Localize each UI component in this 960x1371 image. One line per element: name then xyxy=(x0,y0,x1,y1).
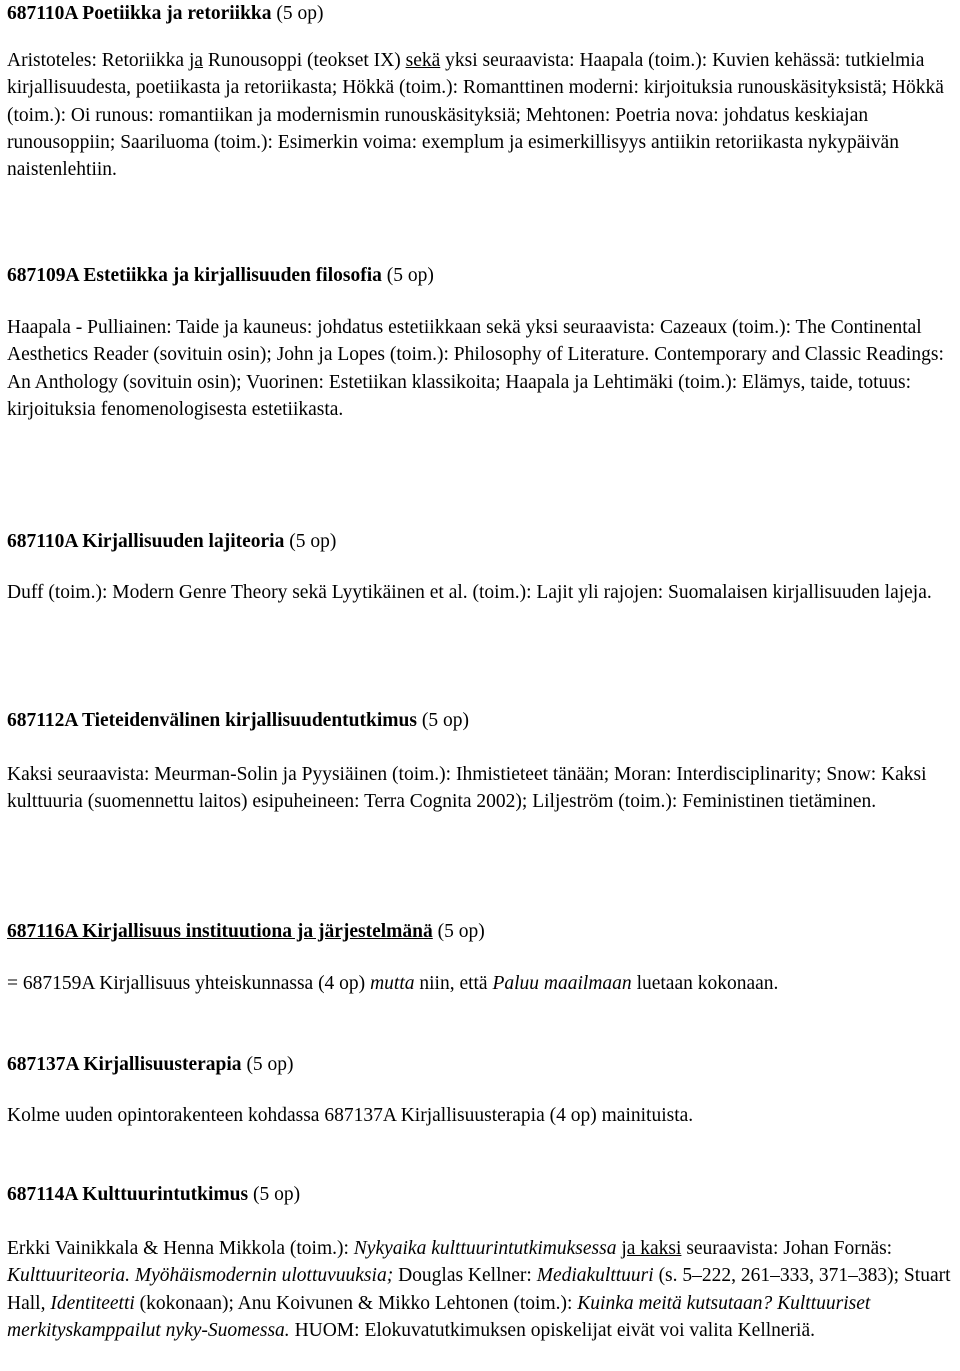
section-tieteidenvalinen xyxy=(7,707,955,734)
course-code-title: 687114A Kulttuurintutkimus xyxy=(7,1184,249,1205)
section-text: Aristoteles: Retoriikka ja Runousoppi (teokset IX) sekä yksi seuraavista: Haapala (toim.): Kuvien kehässä: tutkielmia kirjallisuudesta, poetiikasta ja retoriikasta; Hökkä (toim.): Romanttinen moderni: kirjoituksia runouskäsityksistä; Hökkä (toim.): Oi runous: romantiikan ja modernismin runouskäsityksiä; Mehtonen: Poetria nova: johdatus keskiajan runousoppiin; Saariluoma (toim.): Esimerkin voima: exemplum ja esimerkillisyys antiikin retoriikasta nykypäivän naistenlehtiin. xyxy=(7,50,944,181)
section-kulttuurintutkimus xyxy=(7,1181,955,1208)
section-heading xyxy=(7,1051,955,1078)
credits: (5 op) xyxy=(252,1184,301,1205)
italic-text: Paluu maailmaan xyxy=(492,973,632,994)
section-poetiikka xyxy=(7,0,955,27)
course-code-title: 687110A Poetiikka ja retoriikka xyxy=(7,3,272,24)
section-heading xyxy=(7,0,955,27)
course-code-title: 687112A Tieteidenvälinen kirjallisuudentutkimus xyxy=(7,710,417,731)
underlined-text: ja xyxy=(188,50,204,71)
section-heading xyxy=(7,528,955,555)
credits: (5 op) xyxy=(386,265,434,286)
section-heading xyxy=(7,262,955,289)
italic-text: Nykyaika kulttuurintutkimuksessa xyxy=(353,1238,617,1259)
section-text: Haapala - Pulliainen: Taide ja kauneus: johdatus estetiikkaan sekä yksi seuraavista: Cazeaux (toim.): The Continental Aesthetics Reader (sovituin osin); John ja Lopes (toim.): Philosophy of Literature. Contemporary and Classic Readings: An Anthology (sovituin osin); Vuorinen: Estetiikan klassikoita; Haapala ja Lehtimäki (toim.): Elämys, taide, totuus: kirjoituksia fenomenologisesta estetiikasta. xyxy=(7,317,944,420)
italic-text: mutta xyxy=(370,973,415,994)
section-estetiikka-body xyxy=(7,314,955,423)
section-kirjallisuusterapia-body xyxy=(7,1102,955,1129)
section-instituutio-body xyxy=(7,970,955,997)
section-heading xyxy=(7,707,955,734)
section-text: = 687159A Kirjallisuus yhteiskunnassa (4 op) mutta niin, että Paluu maailmaan luetaan kokonaan. xyxy=(7,973,779,994)
credits: (5 op) xyxy=(276,3,324,24)
section-lajiteoria xyxy=(7,528,955,555)
section-heading xyxy=(7,918,955,945)
course-code-title: 687137A Kirjallisuusterapia xyxy=(7,1054,242,1075)
section-text: Erkki Vainikkala & Henna Mikkola (toim.): Nykyaika kulttuurintutkimuksessa ja kaksi seuraavista: Johan Fornäs: Kulttuuriteoria. Myöhäismodernin ulottuvuuksia; Douglas Kellner: Mediakulttuuri (s. 5–222, 261–333, 371–383); Stuart Hall, Identiteetti (kokonaan); Anu Koivunen & Mikko Lehtonen (toim.): Kuinka meitä kutsutaan? Kulttuuriset merkityskamppailut nyky-Suomessa. HUOM: Elokuvatutkimuksen opiskelijat eivät voi valita Kellneriä. xyxy=(7,1238,951,1341)
section-estetiikka xyxy=(7,262,955,289)
section-heading xyxy=(7,1181,955,1208)
course-code-title: 687116A Kirjallisuus instituutiona ja järjestelmänä xyxy=(7,921,433,942)
credits: (5 op) xyxy=(289,531,337,552)
section-text: Duff (toim.): Modern Genre Theory sekä Lyytikäinen et al. (toim.): Lajit yli rajojen: Suomalaisen kirjallisuuden lajeja. xyxy=(7,582,932,603)
section-text: Kolme uuden opintorakenteen kohdassa 687137A Kirjallisuusterapia (4 op) mainituista. xyxy=(7,1105,694,1126)
italic-text: Mediakulttuuri xyxy=(536,1265,654,1287)
italic-text: Kuinka meitä kutsutaan? Kulttuuriset merkityskamppailut nyky-Suomessa. xyxy=(7,1292,871,1341)
credits: (5 op) xyxy=(437,921,485,942)
section-poetiikka-body xyxy=(7,47,955,183)
italic-text: Kulttuuriteoria. Myöhäismodernin ulottuvuuksia; xyxy=(7,1265,394,1287)
section-kirjallisuusterapia xyxy=(7,1051,955,1078)
credits: (5 op) xyxy=(421,710,469,731)
italic-text: Identiteetti xyxy=(50,1292,135,1314)
underlined-text: sekä xyxy=(405,50,441,71)
section-text: Kaksi seuraavista: Meurman-Solin ja Pyysiäinen (toim.): Ihmistieteet tänään; Moran: Interdisciplinarity; Snow: Kaksi kulttuuria (suomennettu laitos) esipuheineen: Terra Cognita 2002); Liljeström (toim.): Feministinen tietäminen. xyxy=(7,764,927,813)
course-code-title: 687109A Estetiikka ja kirjallisuuden filosofia xyxy=(7,265,382,286)
section-instituutio xyxy=(7,918,955,945)
course-code-title: 687110A Kirjallisuuden lajiteoria xyxy=(7,531,285,552)
section-kulttuurintutkimus-body xyxy=(7,1235,955,1344)
credits: (5 op) xyxy=(246,1054,294,1075)
section-lajiteoria-body xyxy=(7,579,955,606)
section-tieteidenvalinen-body xyxy=(7,761,955,816)
underlined-text: ja kaksi xyxy=(621,1238,682,1259)
